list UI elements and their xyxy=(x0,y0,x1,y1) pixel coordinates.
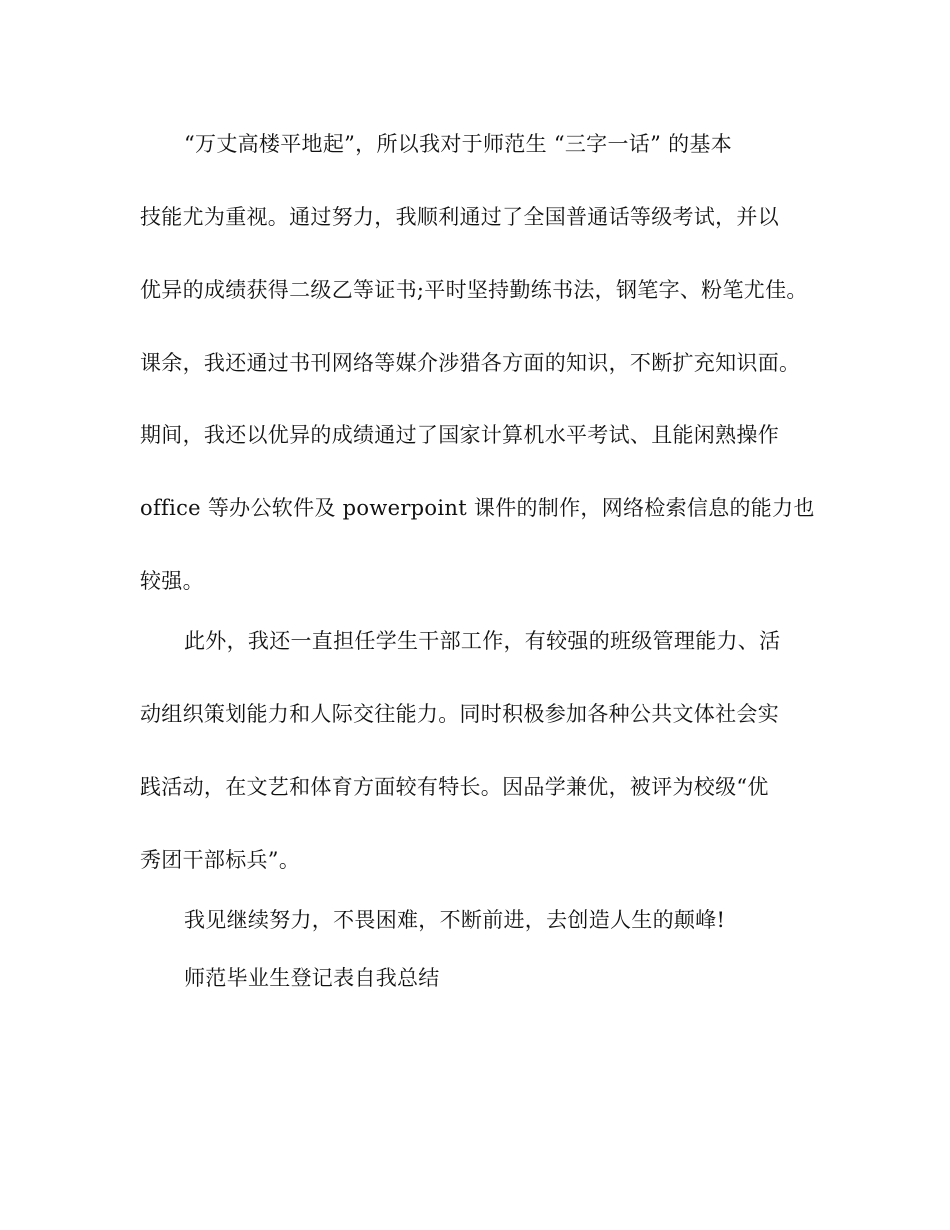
text-line: 技能尤为重视。通过努力，我顺利通过了全国普通话等级考试，并以 xyxy=(140,205,779,229)
text-line: 课余，我还通过书刊网络等媒介涉猎各方面的知识，不断扩充知识面。 xyxy=(140,351,801,375)
text-line: “万丈高楼平地起”，所以我对于师范生 “三字一话” 的基本 xyxy=(184,132,732,156)
text-line: office 等办公软件及 powerpoint 课件的制作，网络检索信息的能力也 xyxy=(140,496,815,520)
text-line: 优异的成绩获得二级乙等证书;平时坚持勤练书法，钢笔字、粉笔尤佳。 xyxy=(140,278,808,302)
text-line: 我见继续努力，不畏困难，不断前进，去创造人生的颠峰! xyxy=(184,908,726,932)
text-line: 践活动，在文艺和体育方面较有特长。因品学兼优，被评为校级“优 xyxy=(140,775,769,799)
text-line: 秀团干部标兵”。 xyxy=(140,848,301,872)
document-heading: 师范毕业生登记表自我总结 xyxy=(184,966,440,990)
text-line: 此外，我还一直担任学生干部工作，有较强的班级管理能力、活 xyxy=(184,629,781,653)
text-line: 较强。 xyxy=(140,569,204,593)
text-line: 期间，我还以优异的成绩通过了国家计算机水平考试、且能闲熟操作 xyxy=(140,423,779,447)
text-line: 动组织策划能力和人际交往能力。同时积极参加各种公共文体社会实 xyxy=(140,702,779,726)
